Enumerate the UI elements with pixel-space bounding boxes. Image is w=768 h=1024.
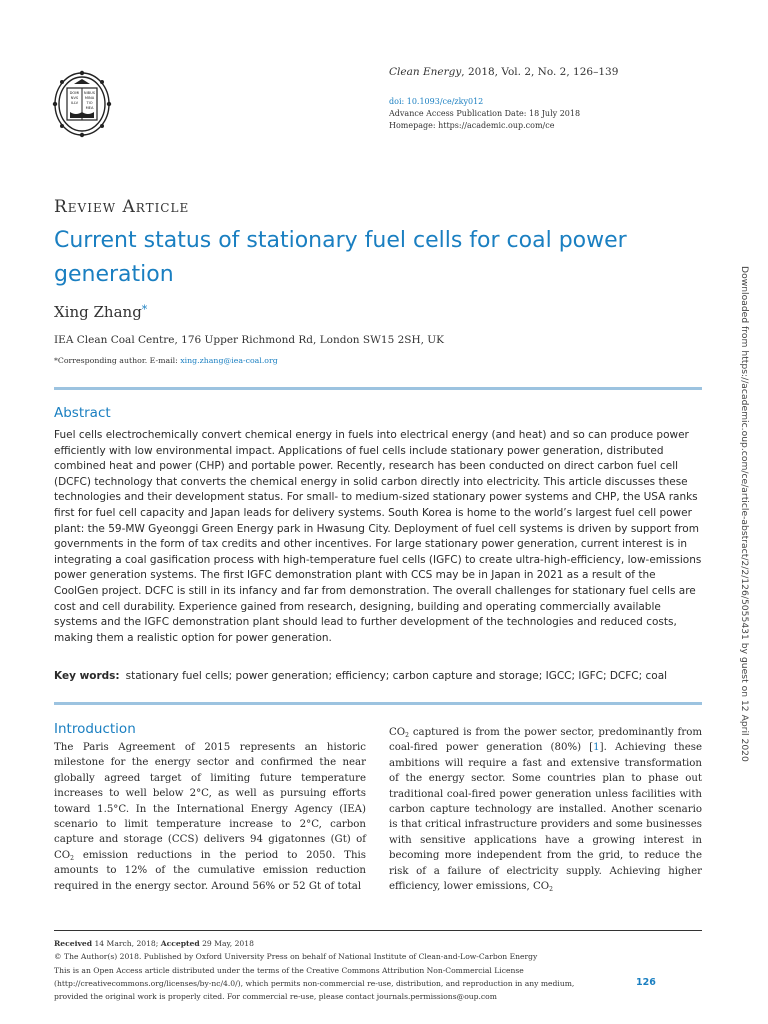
download-watermark bbox=[736, 266, 750, 766]
article-title: Current status of stationary fuel cells for coal power generation bbox=[54, 228, 627, 287]
corresponding-mark[interactable]: * bbox=[141, 303, 148, 316]
intro-right-text-b: ]. Achieving these ambitions will require a fast and extensive transformation of the energy sector. Some countries plan to phase out traditional coal-fired power generation unless facilities with carbon capture technology are installed. Another scenario is that critical infrastructure providers and some businesses with sensitive applications have a growing interest in becoming more independent from the grid, to reduce the risk of a failure of electricity supply. Achieving higher efficiency, lower emissions, CO bbox=[389, 742, 702, 893]
corresponding-author-note bbox=[54, 356, 278, 365]
accepted-label: Accepted bbox=[160, 939, 200, 948]
accepted-date: 29 May, 2018 bbox=[199, 939, 254, 948]
received-date: 14 March, 2018; bbox=[92, 939, 161, 948]
oup-seal-logo bbox=[52, 70, 112, 138]
doi-link[interactable]: doi: 10.1093/ce/zky012 bbox=[389, 97, 484, 106]
article-type: Review Article bbox=[54, 197, 190, 217]
seal-text-right-1: NIBUS bbox=[83, 91, 96, 95]
abstract-text: Fuel cells electrochemically convert chemical energy in fuels into electrical energy (and heat) and so can produce power efficiently with low environmental impact. Applications of fuel cells include stationary power generation, distributed combined heat and power (CHP) and portable power. Recently, research has been conducted on direct carbon fuel cell (DCFC) technology that converts the chemical energy in solid carbon directly into electricity. This article discusses these technologies and their development status. For small- to medium-sized stationary power systems and CHP, the USA ranks first for fuel cell capacity and Japan leads for delivery systems. South Korea is home to the world’s largest fuel cell power plant: the 59-MW Gyeonggi Green Energy park in Hwasung City. Deployment of fuel cell systems is driven by support from governments in the form of tax credits and other incentives. For large stationary power generation, current interest is in integrating a coal gasification process with high-temperature fuel cells (IGFC) to create ultra-high-efficiency, low-emissions power generation systems. The first IGFC demonstration plant with CCS may be in Japan in 2021 as a result of the CoolGen project. DCFC is still in its infancy and far from demonstration. The overall challenges for stationary fuel cells are cost and cell durability. Experience gained from research, designing, building and operating commercially available systems and the IGFC demonstration plant should lead to further development of the technologies and reduced costs, making them a realistic option for power generation. bbox=[54, 429, 702, 644]
reference-link[interactable]: 1 bbox=[593, 742, 600, 754]
intro-left-text-a: The Paris Agreement of 2015 represents an historic milestone for the energy sector and confirmed the near globally agreed target of limiting future temperature increases to well below 2°C, as well as pursuing efforts toward 1.5°C. In the International Energy Agency (IEA) scenario to limit temperature increase to 2°C, carbon capture and storage (CCS) delivers 94 gigatonnes (Gt) of CO bbox=[54, 742, 366, 861]
affiliation: IEA Clean Coal Centre, 176 Upper Richmond Rd, London SW15 2SH, UK bbox=[54, 334, 444, 346]
license-line-1: This is an Open Access article distributed under the terms of the Creative Commons Attribution Non-Commercial License bbox=[54, 965, 524, 975]
abstract-heading: Abstract bbox=[54, 405, 111, 421]
license-line-3: provided the original work is properly cited. For commercial re-use, please contact journals.permissions@oup.com bbox=[54, 992, 497, 1002]
article-meta bbox=[389, 96, 580, 132]
journal-citation bbox=[389, 66, 618, 78]
corresponding-label: *Corresponding author. E-mail: bbox=[54, 356, 181, 365]
keywords-list: stationary fuel cells; power generation; efficiency; carbon capture and storage; IGCC; IGFC; DCFC; coal bbox=[125, 670, 668, 682]
page-number: 126 bbox=[636, 977, 656, 988]
seal-text-right-2: MINA bbox=[84, 96, 95, 100]
co2-subscript: 2 bbox=[70, 854, 74, 862]
footer-divider bbox=[54, 930, 702, 931]
seal-text-left-1: DOMI bbox=[69, 91, 80, 95]
author-name: Xing Zhang bbox=[54, 303, 142, 321]
keywords bbox=[54, 670, 702, 682]
seal-text-right-3: TIO bbox=[86, 101, 93, 105]
advance-access-date: Advance Access Publication Date: 18 July 2018 bbox=[389, 109, 581, 118]
corresponding-email[interactable]: xing.zhang@iea-coal.org bbox=[180, 356, 278, 365]
intro-right-text-a: captured is from the power sector, predominantly from coal-fired power generation (80%) [ bbox=[389, 727, 702, 754]
footer-notes bbox=[54, 937, 624, 1003]
download-note-text: Downloaded from https://academic.oup.com/ce/article-abstract/2/2/126/5055431 by guest on 12 April 2020 bbox=[739, 266, 750, 762]
co2-subscript: 2 bbox=[405, 732, 409, 739]
received-label: Received bbox=[54, 939, 93, 948]
intro-left-text-b: emission reductions in the period to 2050. This amounts to 12% of the cumulative emission reduction required in the energy sector. Around 56% or 52 Gt of total bbox=[54, 849, 366, 892]
divider-bottom bbox=[54, 702, 702, 705]
introduction-heading: Introduction bbox=[54, 721, 136, 737]
intro-right-co: CO bbox=[389, 727, 406, 738]
homepage-link[interactable]: Homepage: https://academic.oup.com/ce bbox=[389, 121, 555, 130]
divider-top bbox=[54, 387, 702, 390]
seal-text-right-4: MEA bbox=[85, 106, 94, 110]
journal-name: Clean Energy bbox=[389, 66, 462, 78]
copyright-line: © The Author(s) 2018. Published by Oxford University Press on behalf of National Institute of Clean-and-Low-Carbon Energy bbox=[54, 952, 538, 962]
co2-subscript: 2 bbox=[549, 886, 553, 894]
journal-volume: , 2018, Vol. 2, No. 2, 126–139 bbox=[461, 66, 619, 78]
author-line bbox=[54, 303, 147, 321]
intro-column-right bbox=[389, 725, 702, 894]
license-line-2: (http://creativecommons.org/licenses/by-nc/4.0/), which permits non-commercial re-use, distribution, and reproduction in any medium, bbox=[54, 978, 575, 988]
intro-column-left bbox=[54, 740, 366, 894]
seal-text-left-3: ILLV bbox=[70, 101, 79, 105]
dates-line bbox=[54, 937, 624, 950]
keywords-label: Key words: bbox=[54, 670, 120, 682]
seal-text-left-2: NVS bbox=[70, 96, 79, 100]
